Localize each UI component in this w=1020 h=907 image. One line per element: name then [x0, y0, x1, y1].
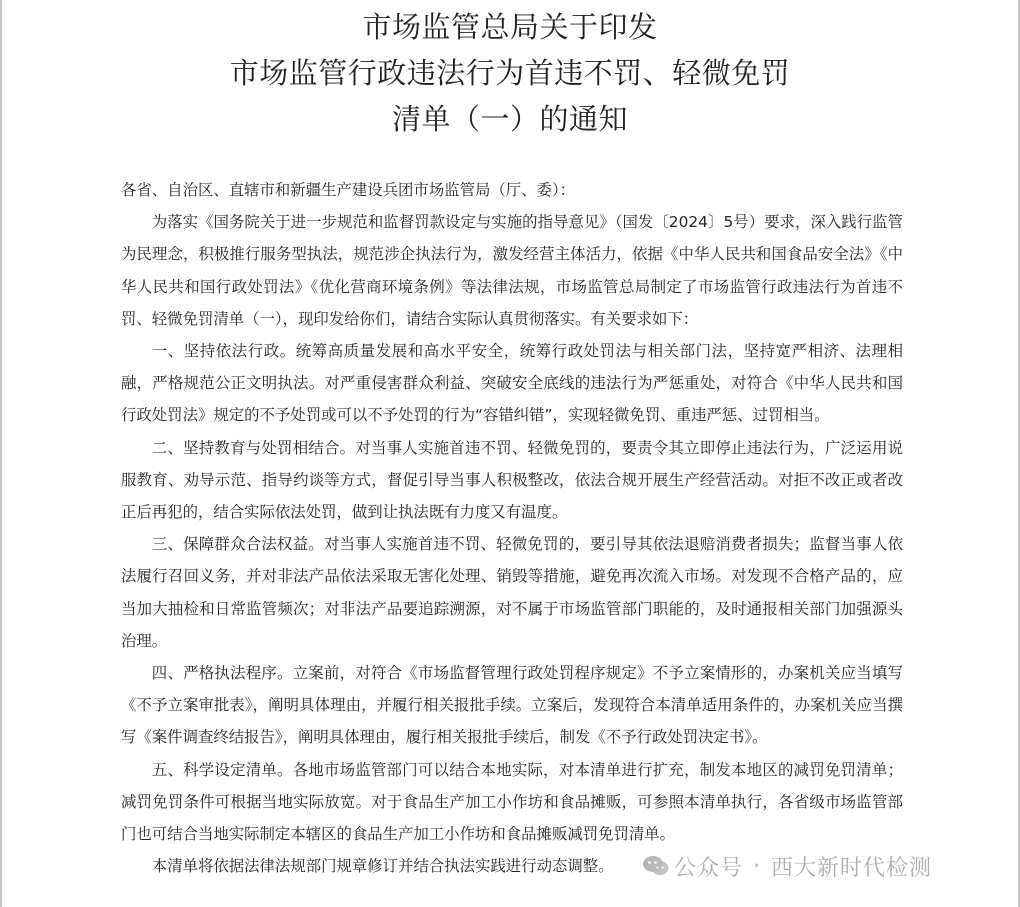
- salutation: 各省、自治区、直辖市和新疆生产建设兵团市场监管局（厅、委）：: [121, 181, 576, 199]
- document-body: [121, 174, 903, 882]
- watermark: [642, 851, 932, 881]
- paragraph-intro: 为落实《国务院关于进一步规范和监督罚款设定与实施的指导意见》（国发〔2024〕5号）要求，深入践行监管为民理念，积极推行服务型执法，规范涉企执法行为，激发经营主体活力，依据《中华人民共和国食品安全法》《中华人民共和国行政处罚法》《优化营商环境条例》等法律法规，市场监管总局制定了市场监管行政违法行为首违不罚、轻微免罚清单（一），现印发给你们，请结合实际认真贯彻落实。有关要求如下：: [121, 213, 903, 328]
- paragraph-1: 一、坚持依法行政。统筹高质量发展和高水平安全，统筹行政处罚法与相关部门法，坚持宽严相济、法理相融，严格规范公正文明执法。对严重侵害群众利益、突破安全底线的违法行为严惩重处，对符合《中华人民共和国行政处罚法》规定的不予处罚或可以不予处罚的行为“容错纠错”，实现轻微免罚、重违严惩、过罚相当。: [121, 342, 903, 425]
- paragraph-2: 二、坚持教育与处罚相结合。对当事人实施首违不罚、轻微免罚的，要责令其立即停止违法行为，广泛运用说服教育、劝导示范、指导约谈等方式，督促引导当事人积极整改，依法合规开展生产经营活动。对拒不改正或者改正后再犯的，结合实际依法处罚，做到让执法既有力度又有温度。: [121, 438, 903, 522]
- paragraph-5: 五、科学设定清单。各地市场监管部门可以结合本地实际，对本清单进行扩充，制发本地区的减罚免罚清单；减罚免罚条件可根据当地实际放宽。对于食品生产加工小作坊和食品摊贩，可参照本清单执行，各省级市场监管部门也可结合当地实际制定本辖区的食品生产加工小作坊和食品摊贩减罚免罚清单。: [121, 760, 903, 844]
- watermark-separator: ·: [753, 853, 762, 879]
- document-title: [0, 4, 1020, 142]
- watermark-account: 西大新时代检测: [771, 855, 933, 881]
- paragraph-4: 四、严格执法程序。立案前，对符合《市场监督管理行政处罚程序规定》不予立案情形的，办案机关应当填写《不予立案审批表》，阐明具体理由，并履行相关报批手续。立案后，发现符合本清单适用条件的，办案机关应当撰写《案件调查终结报告》，阐明具体理由，履行相关报批手续后，制发《不予行政处罚决定书》。: [121, 664, 903, 747]
- title-line-3: 清单（一）的通知: [391, 102, 628, 136]
- title-line-1: 市场监管总局关于印发: [362, 10, 658, 44]
- wechat-icon: [642, 854, 670, 878]
- paragraph-3: 三、保障群众合法权益。对当事人实施首违不罚、轻微免罚的，要引导其依法退赔消费者损失；监督当事人依法履行召回义务，并对非法产品依法采取无害化处理、销毁等措施，避免再次流入市场。对发现不合格产品的，应当加大抽检和日常监管频次；对非法产品要追踪溯源，对不属于市场监管部门职能的，及时通报相关部门加强源头治理。: [121, 535, 903, 650]
- paragraph-closing: 本清单将依据法律法规部门规章修订并结合执法实践进行动态调整。: [151, 857, 614, 876]
- watermark-platform: 公众号: [674, 855, 744, 881]
- title-line-2: 市场监管行政违法行为首违不罚、轻微免罚: [229, 56, 791, 90]
